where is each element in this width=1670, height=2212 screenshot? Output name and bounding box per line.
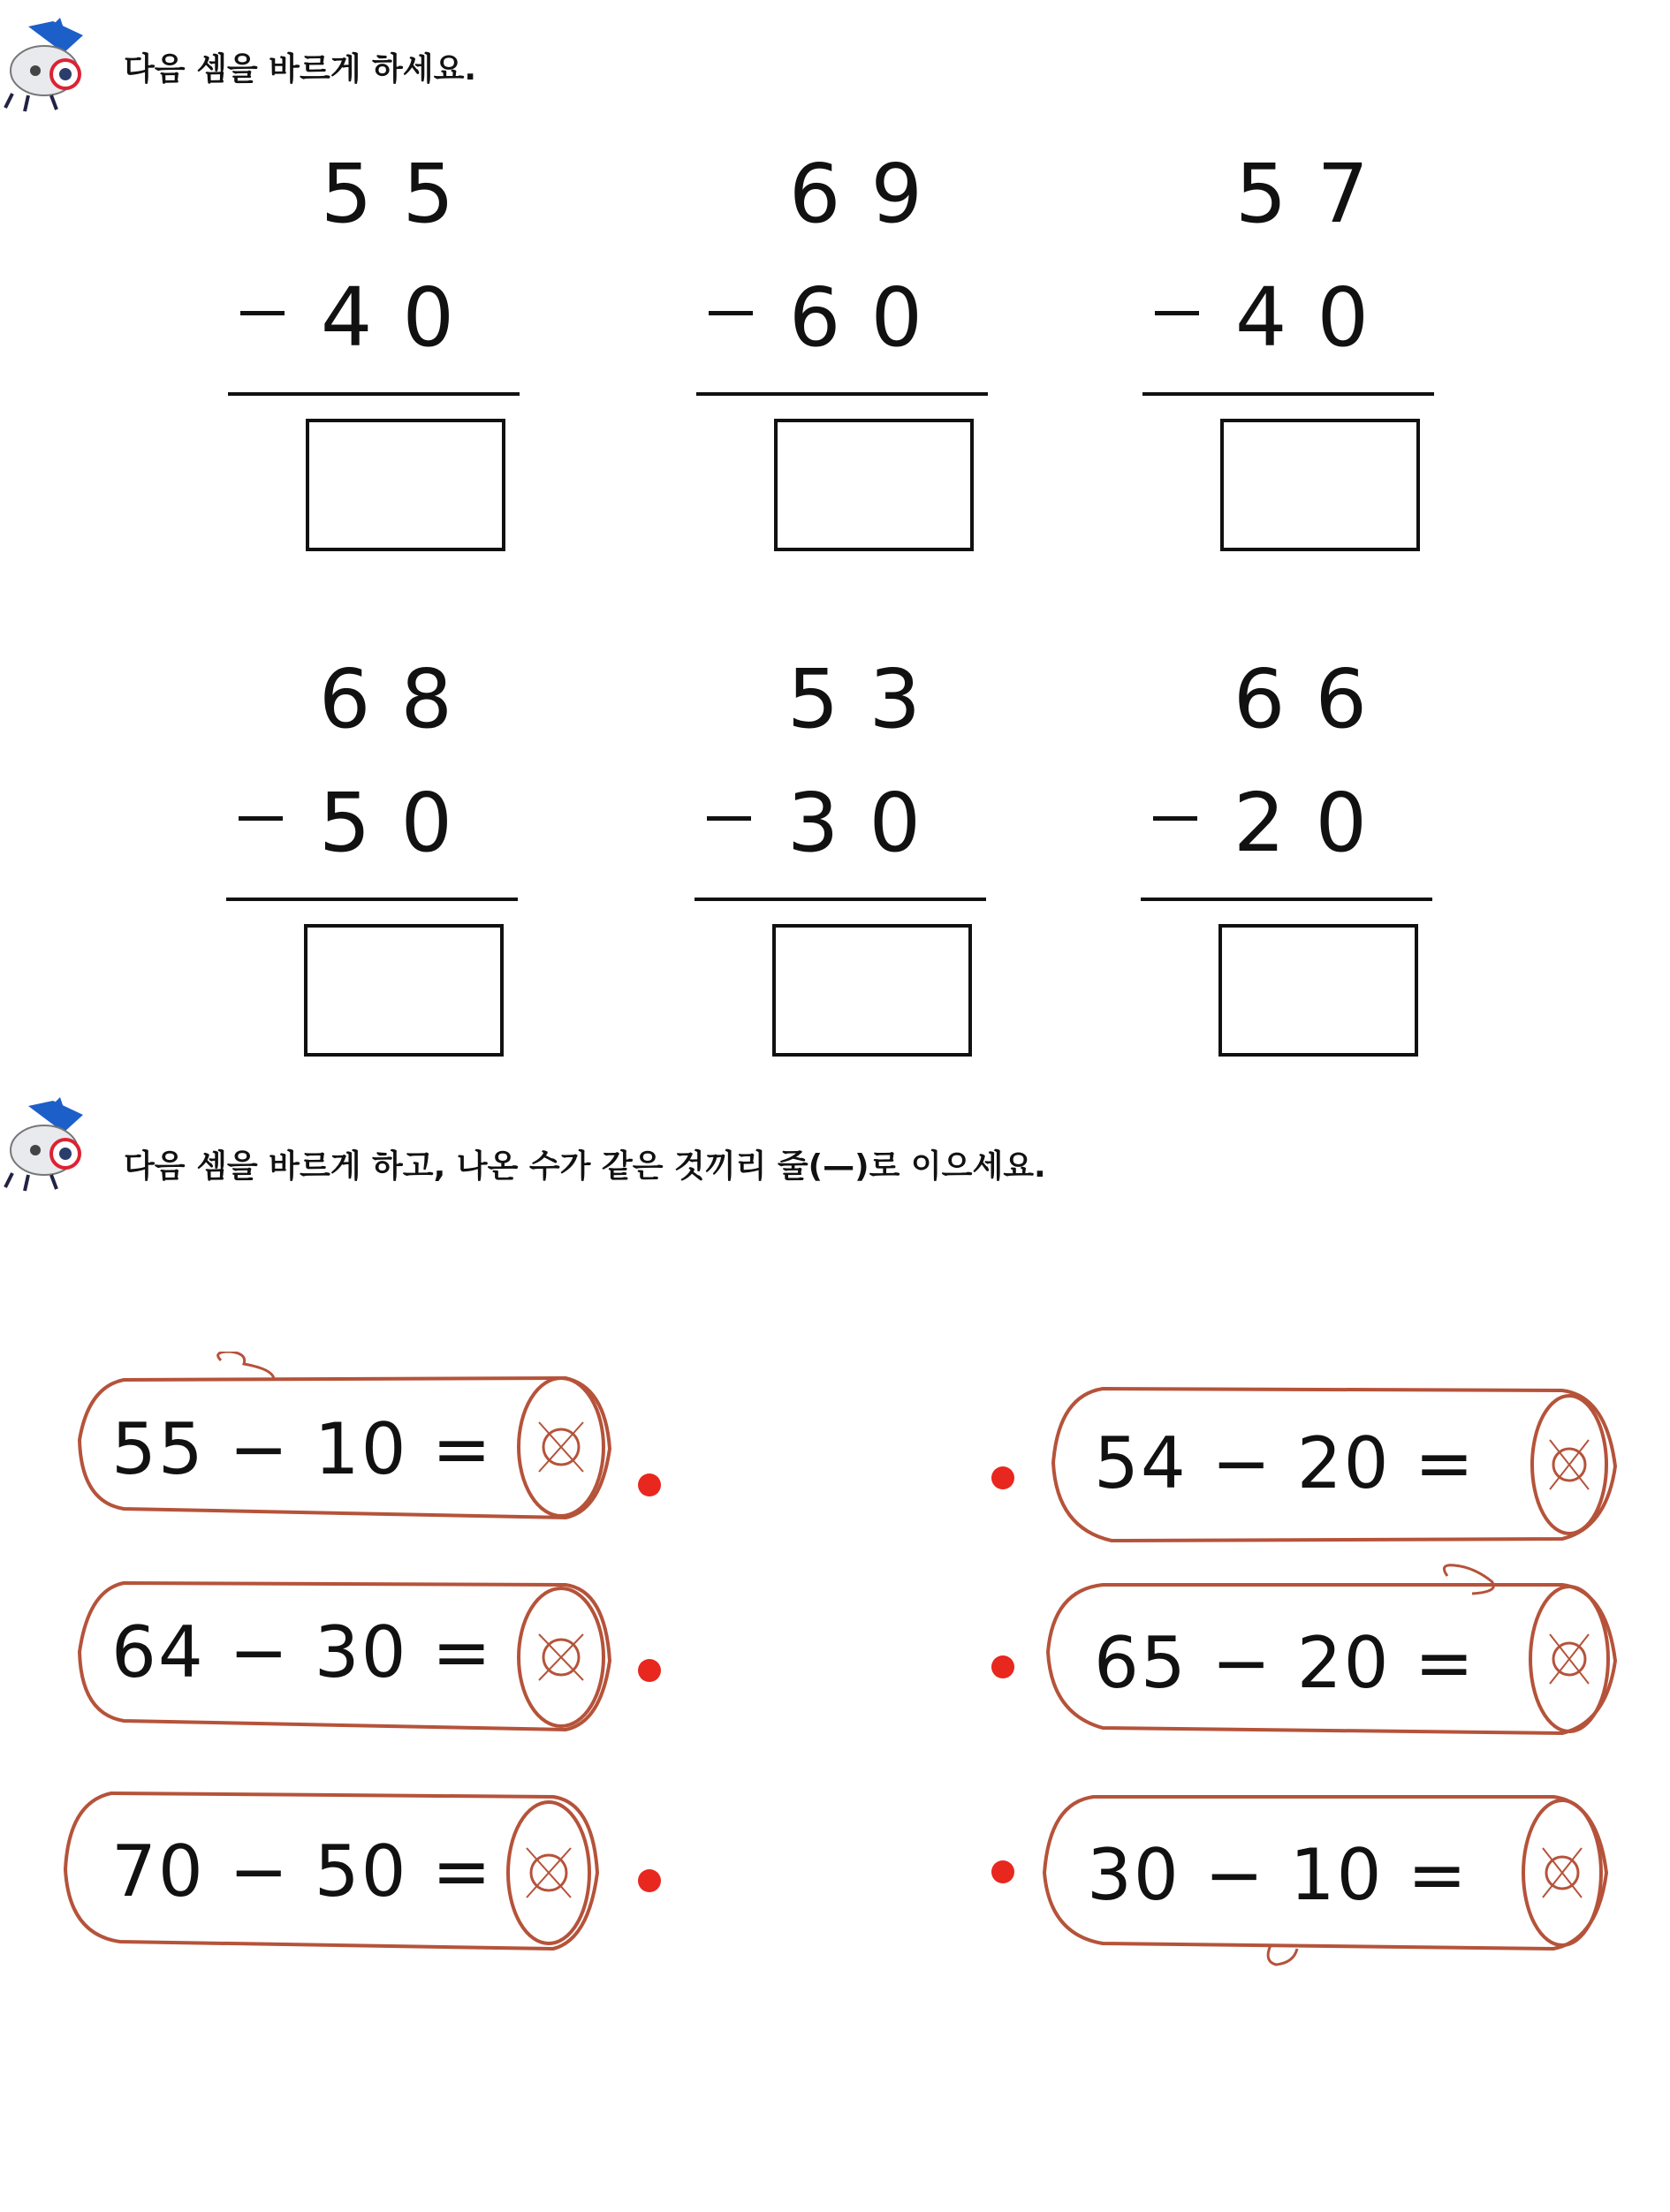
log-expression: 55 − 10 = xyxy=(111,1408,493,1490)
answer-box[interactable] xyxy=(774,419,974,551)
connect-dot-left-2[interactable] xyxy=(638,1659,661,1682)
log-right-2 xyxy=(1032,1537,1624,1749)
result-line xyxy=(226,898,518,901)
connect-dot-left-1[interactable] xyxy=(638,1473,661,1496)
log-left-2 xyxy=(71,1572,619,1740)
answer-box[interactable] xyxy=(1218,924,1418,1057)
log-left-3 xyxy=(58,1784,606,1961)
result-line xyxy=(228,392,520,396)
answer-box[interactable] xyxy=(1220,419,1420,551)
problem-4 xyxy=(226,647,527,1053)
connect-dot-left-3[interactable] xyxy=(638,1869,661,1892)
section2-instruction: 다음 셈을 바르게 하고, 나온 수가 같은 것끼리 줄(—)로 이으세요. xyxy=(124,1148,1046,1185)
log-expression: 54 − 20 = xyxy=(1094,1422,1476,1504)
answer-box[interactable] xyxy=(772,924,972,1057)
bug-mascot-icon xyxy=(2,1095,99,1193)
minuend: 57 xyxy=(1234,147,1399,241)
result-line xyxy=(1142,392,1434,396)
section1-instruction: 다음 셈을 바르게 하세요. xyxy=(124,51,477,87)
subtrahend: 20 xyxy=(1233,776,1397,870)
answer-box[interactable] xyxy=(306,419,505,551)
problem-5 xyxy=(695,647,995,1053)
bug-mascot-icon xyxy=(2,16,99,113)
result-line xyxy=(696,392,988,396)
subtrahend: 30 xyxy=(786,776,951,870)
subtrahend: 50 xyxy=(318,776,482,870)
log-expression: 30 − 10 = xyxy=(1087,1834,1469,1916)
minuend: 53 xyxy=(786,652,951,746)
log-expression: 65 − 20 = xyxy=(1094,1622,1476,1704)
log-expression: 64 − 30 = xyxy=(111,1611,493,1693)
minuend: 68 xyxy=(318,652,482,746)
problem-1 xyxy=(228,141,528,548)
log-expression: 70 − 50 = xyxy=(111,1830,493,1913)
connect-dot-right-3[interactable] xyxy=(991,1860,1014,1883)
answer-box[interactable] xyxy=(304,924,504,1057)
minuend: 69 xyxy=(788,147,953,241)
log-left-1 xyxy=(71,1352,619,1528)
subtrahend: 40 xyxy=(1234,270,1399,365)
problem-3 xyxy=(1142,141,1443,548)
log-right-1 xyxy=(1041,1378,1624,1555)
problem-2 xyxy=(696,141,997,548)
minuend: 55 xyxy=(320,147,484,241)
subtrahend: 60 xyxy=(788,270,953,365)
connect-dot-right-1[interactable] xyxy=(991,1466,1014,1489)
connect-dot-right-2[interactable] xyxy=(991,1655,1014,1678)
subtrahend: 40 xyxy=(320,270,484,365)
result-line xyxy=(1141,898,1432,901)
result-line xyxy=(695,898,986,901)
minuend: 66 xyxy=(1233,652,1397,746)
log-right-3 xyxy=(1032,1784,1624,1979)
problem-6 xyxy=(1141,647,1441,1053)
